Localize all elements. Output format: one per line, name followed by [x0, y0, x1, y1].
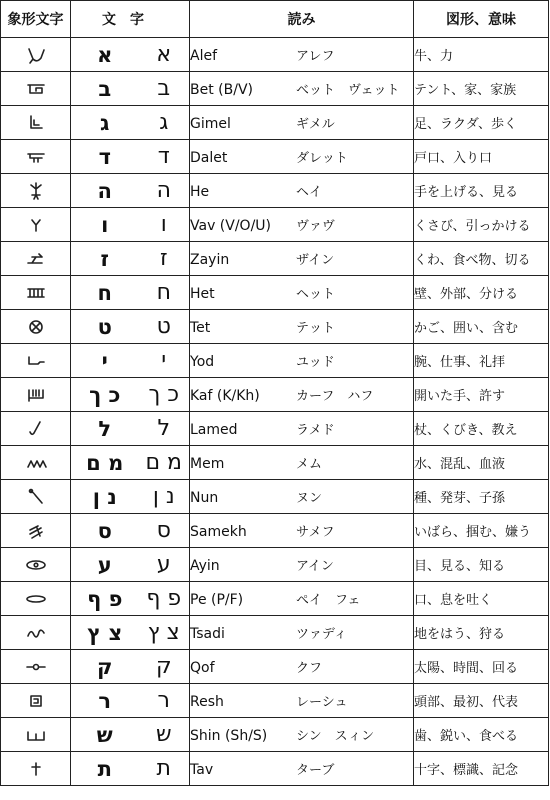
plow-icon: [24, 248, 48, 267]
pictograph-cell: [1, 38, 71, 72]
meaning-cell: 十字、標識、記念: [414, 752, 549, 786]
meaning-cell: 目、見る、知る: [414, 548, 549, 582]
pictograph-cell: [1, 174, 71, 208]
letter-name: Lamed: [190, 422, 238, 438]
meaning-cell: 壁、外部、分ける: [414, 276, 549, 310]
letter-row: [1, 106, 549, 140]
modern-letter: ע: [139, 548, 190, 582]
square-letter: ד: [71, 140, 139, 174]
reading-cell: [190, 140, 414, 174]
square-letter: ק: [71, 650, 139, 684]
pictograph-cell: [1, 752, 71, 786]
letter-name: Vav (V/O/U): [190, 218, 272, 234]
staff-icon: [24, 418, 48, 437]
letter-kana: ベット ヴェット: [296, 83, 400, 98]
door-icon: [24, 146, 48, 165]
water-icon: [24, 452, 48, 471]
meaning-cell: 開いた手、許す: [414, 378, 549, 412]
modern-letter: ג: [139, 106, 190, 140]
modern-letter: א: [139, 38, 190, 72]
reading-cell: [190, 650, 414, 684]
pictograph-cell: [1, 650, 71, 684]
modern-letter: ק: [139, 650, 190, 684]
reading-cell: [190, 276, 414, 310]
letter-kana: クフ: [296, 661, 323, 676]
reading-cell: [190, 548, 414, 582]
reading-cell: [190, 616, 414, 650]
letter-name: He: [190, 184, 210, 200]
modern-letter: נ ן: [139, 480, 190, 514]
modern-letter: ש: [139, 718, 190, 752]
letter-name: Tav: [190, 762, 214, 778]
letter-kana: ザイン: [296, 253, 335, 268]
letter-name: Tet: [190, 320, 211, 336]
letter-rows: [1, 38, 549, 786]
meaning-cell: 腕、仕事、礼拝: [414, 344, 549, 378]
reading-cell: [190, 208, 414, 242]
pictograph-cell: [1, 548, 71, 582]
letter-kana: カーフ ハフ: [296, 389, 374, 404]
letter-row: [1, 514, 549, 548]
pictograph-cell: [1, 242, 71, 276]
meaning-cell: 頭部、最初、代表: [414, 684, 549, 718]
letter-row: [1, 480, 549, 514]
modern-letter: ב: [139, 72, 190, 106]
letter-name: Samekh: [190, 524, 247, 540]
letter-kana: テット: [296, 321, 336, 336]
letter-row: [1, 684, 549, 718]
peg-icon: [24, 214, 48, 233]
pictograph-cell: [1, 616, 71, 650]
letter-row: [1, 72, 549, 106]
meaning-cell: かご、囲い、含む: [414, 310, 549, 344]
square-letter: ל: [71, 412, 139, 446]
reading-cell: [190, 310, 414, 344]
letter-row: [1, 616, 549, 650]
pictograph-cell: [1, 582, 71, 616]
letter-kana: サメフ: [296, 525, 335, 540]
ox-head-icon: [24, 44, 48, 63]
letter-row: [1, 344, 549, 378]
square-letter: ה: [71, 174, 139, 208]
square-letter: ט: [71, 310, 139, 344]
letter-name: Resh: [190, 694, 224, 710]
letter-row: [1, 242, 549, 276]
reading-cell: [190, 514, 414, 548]
square-letter: א: [71, 38, 139, 72]
modern-letter: ו: [139, 208, 190, 242]
letter-name: Qof: [190, 660, 215, 676]
reading-cell: [190, 378, 414, 412]
modern-letter: ל: [139, 412, 190, 446]
pictograph-cell: [1, 684, 71, 718]
letter-kana: シン スィン: [296, 729, 375, 744]
letter-row: [1, 582, 549, 616]
meaning-cell: 手を上げる、見る: [414, 174, 549, 208]
square-letter: ו: [71, 208, 139, 242]
pictograph-cell: [1, 106, 71, 140]
open-hand-icon: [24, 384, 48, 403]
letter-kana: ツァディ: [296, 627, 347, 642]
pictograph-cell: [1, 140, 71, 174]
square-letter: כ ך: [71, 378, 139, 412]
pictograph-cell: [1, 310, 71, 344]
letter-kana: ヘット: [296, 287, 336, 302]
header-reading: 読み: [190, 1, 414, 38]
meaning-cell: 水、混乱、血液: [414, 446, 549, 480]
modern-letter: ה: [139, 174, 190, 208]
letter-name: Nun: [190, 490, 219, 506]
meaning-cell: くさび、引っかける: [414, 208, 549, 242]
pictograph-cell: [1, 72, 71, 106]
letter-kana: ダレット: [296, 151, 348, 166]
meaning-cell: 足、ラクダ、歩く: [414, 106, 549, 140]
teeth-icon: [24, 724, 48, 743]
letter-kana: ヌン: [296, 491, 323, 506]
square-letter: ב: [71, 72, 139, 106]
pictograph-cell: [1, 378, 71, 412]
meaning-cell: 口、息を吐く: [414, 582, 549, 616]
letter-row: [1, 548, 549, 582]
letter-name: Alef: [190, 48, 218, 64]
meaning-cell: 杖、くびき、教え: [414, 412, 549, 446]
letter-name: Dalet: [190, 150, 228, 166]
mouth-icon: [24, 588, 48, 607]
letter-row: [1, 752, 549, 786]
modern-letter: ת: [139, 752, 190, 786]
letter-kana: アイン: [296, 559, 334, 574]
modern-letter: ס: [139, 514, 190, 548]
letter-name: Pe (P/F): [190, 592, 244, 608]
letter-row: [1, 378, 549, 412]
pictograph-cell: [1, 412, 71, 446]
tent-icon: [24, 78, 48, 97]
letter-kana: ラメド: [296, 423, 335, 438]
letter-row: [1, 140, 549, 174]
modern-letter: מ ם: [139, 446, 190, 480]
letter-row: [1, 276, 549, 310]
pictograph-cell: [1, 208, 71, 242]
letter-row: [1, 412, 549, 446]
square-letter: פ ף: [71, 582, 139, 616]
reading-cell: [190, 174, 414, 208]
letter-name: Tsadi: [190, 626, 225, 642]
meaning-cell: テント、家、家族: [414, 72, 549, 106]
reading-cell: [190, 72, 414, 106]
modern-letter: כ ך: [139, 378, 190, 412]
foot-icon: [24, 112, 48, 131]
raised-arms-icon: [24, 180, 48, 199]
square-letter: ס: [71, 514, 139, 548]
square-letter: ח: [71, 276, 139, 310]
reading-cell: [190, 412, 414, 446]
square-letter: צ ץ: [71, 616, 139, 650]
letter-kana: ターブ: [296, 763, 335, 778]
modern-letter: צ ץ: [139, 616, 190, 650]
modern-letter: ר: [139, 684, 190, 718]
modern-letter: פ ף: [139, 582, 190, 616]
header-pictograph: 象形文字: [1, 1, 71, 38]
square-letter: מ ם: [71, 446, 139, 480]
meaning-cell: いばら、掴む、嫌う: [414, 514, 549, 548]
square-letter: ת: [71, 752, 139, 786]
trail-icon: [24, 622, 48, 641]
modern-letter: ז: [139, 242, 190, 276]
header-meaning: 図形、意味: [414, 1, 549, 38]
header-letters: 文字: [71, 1, 190, 38]
letter-row: [1, 174, 549, 208]
letter-name: Kaf (K/Kh): [190, 388, 260, 404]
thorn-icon: [24, 520, 48, 539]
reading-cell: [190, 752, 414, 786]
meaning-cell: 種、発芽、子孫: [414, 480, 549, 514]
meaning-cell: 戸口、入り口: [414, 140, 549, 174]
letter-kana: ヘイ: [296, 185, 323, 200]
square-letter: ע: [71, 548, 139, 582]
letter-name: Het: [190, 286, 215, 302]
meaning-cell: くわ、食べ物、切る: [414, 242, 549, 276]
pictograph-cell: [1, 480, 71, 514]
square-letter: י: [71, 344, 139, 378]
letter-kana: ユッド: [296, 355, 335, 370]
reading-cell: [190, 582, 414, 616]
square-letter: ש: [71, 718, 139, 752]
letter-kana: アレフ: [296, 49, 335, 64]
meaning-cell: 牛、力: [414, 38, 549, 72]
cross-mark-icon: [24, 758, 48, 777]
modern-letter: ח: [139, 276, 190, 310]
square-letter: ר: [71, 684, 139, 718]
modern-letter: ד: [139, 140, 190, 174]
meaning-cell: 太陽、時間、回る: [414, 650, 549, 684]
letter-row: [1, 718, 549, 752]
pictograph-cell: [1, 514, 71, 548]
meaning-cell: 地をはう、狩る: [414, 616, 549, 650]
letter-row: [1, 310, 549, 344]
arm-icon: [24, 350, 48, 369]
seed-icon: [24, 486, 48, 505]
reading-cell: [190, 242, 414, 276]
square-letter: ג: [71, 106, 139, 140]
letter-kana: レーシュ: [296, 695, 348, 710]
pictograph-cell: [1, 344, 71, 378]
letter-row: [1, 208, 549, 242]
letter-name: Bet (B/V): [190, 82, 253, 98]
basket-icon: [24, 316, 48, 335]
meaning-cell: 歯、鋭い、食べる: [414, 718, 549, 752]
letter-name: Ayin: [190, 558, 220, 574]
letter-kana: メム: [296, 457, 323, 472]
letter-name: Yod: [190, 354, 215, 370]
letter-name: Gimel: [190, 116, 231, 132]
letter-name: Zayin: [190, 252, 230, 268]
pictograph-cell: [1, 718, 71, 752]
reading-cell: [190, 38, 414, 72]
reading-cell: [190, 718, 414, 752]
letter-kana: ヴァヴ: [296, 219, 335, 234]
sun-horizon-icon: [24, 656, 48, 675]
letter-name: Mem: [190, 456, 225, 472]
reading-cell: [190, 106, 414, 140]
square-letter: ז: [71, 242, 139, 276]
square-letter: נ ן: [71, 480, 139, 514]
letter-row: [1, 446, 549, 480]
eye-icon: [24, 554, 48, 573]
pictograph-cell: [1, 276, 71, 310]
reading-cell: [190, 480, 414, 514]
letter-row: [1, 650, 549, 684]
reading-cell: [190, 344, 414, 378]
reading-cell: [190, 446, 414, 480]
pictograph-cell: [1, 446, 71, 480]
header-row: [1, 1, 549, 38]
head-icon: [24, 690, 48, 709]
letter-kana: ペイ フェ: [296, 593, 361, 608]
wall-icon: [24, 282, 48, 301]
reading-cell: [190, 684, 414, 718]
modern-letter: י: [139, 344, 190, 378]
letter-name: Shin (Sh/S): [190, 728, 268, 744]
letter-row: [1, 38, 549, 72]
modern-letter: ט: [139, 310, 190, 344]
letter-kana: ギメル: [296, 117, 335, 132]
